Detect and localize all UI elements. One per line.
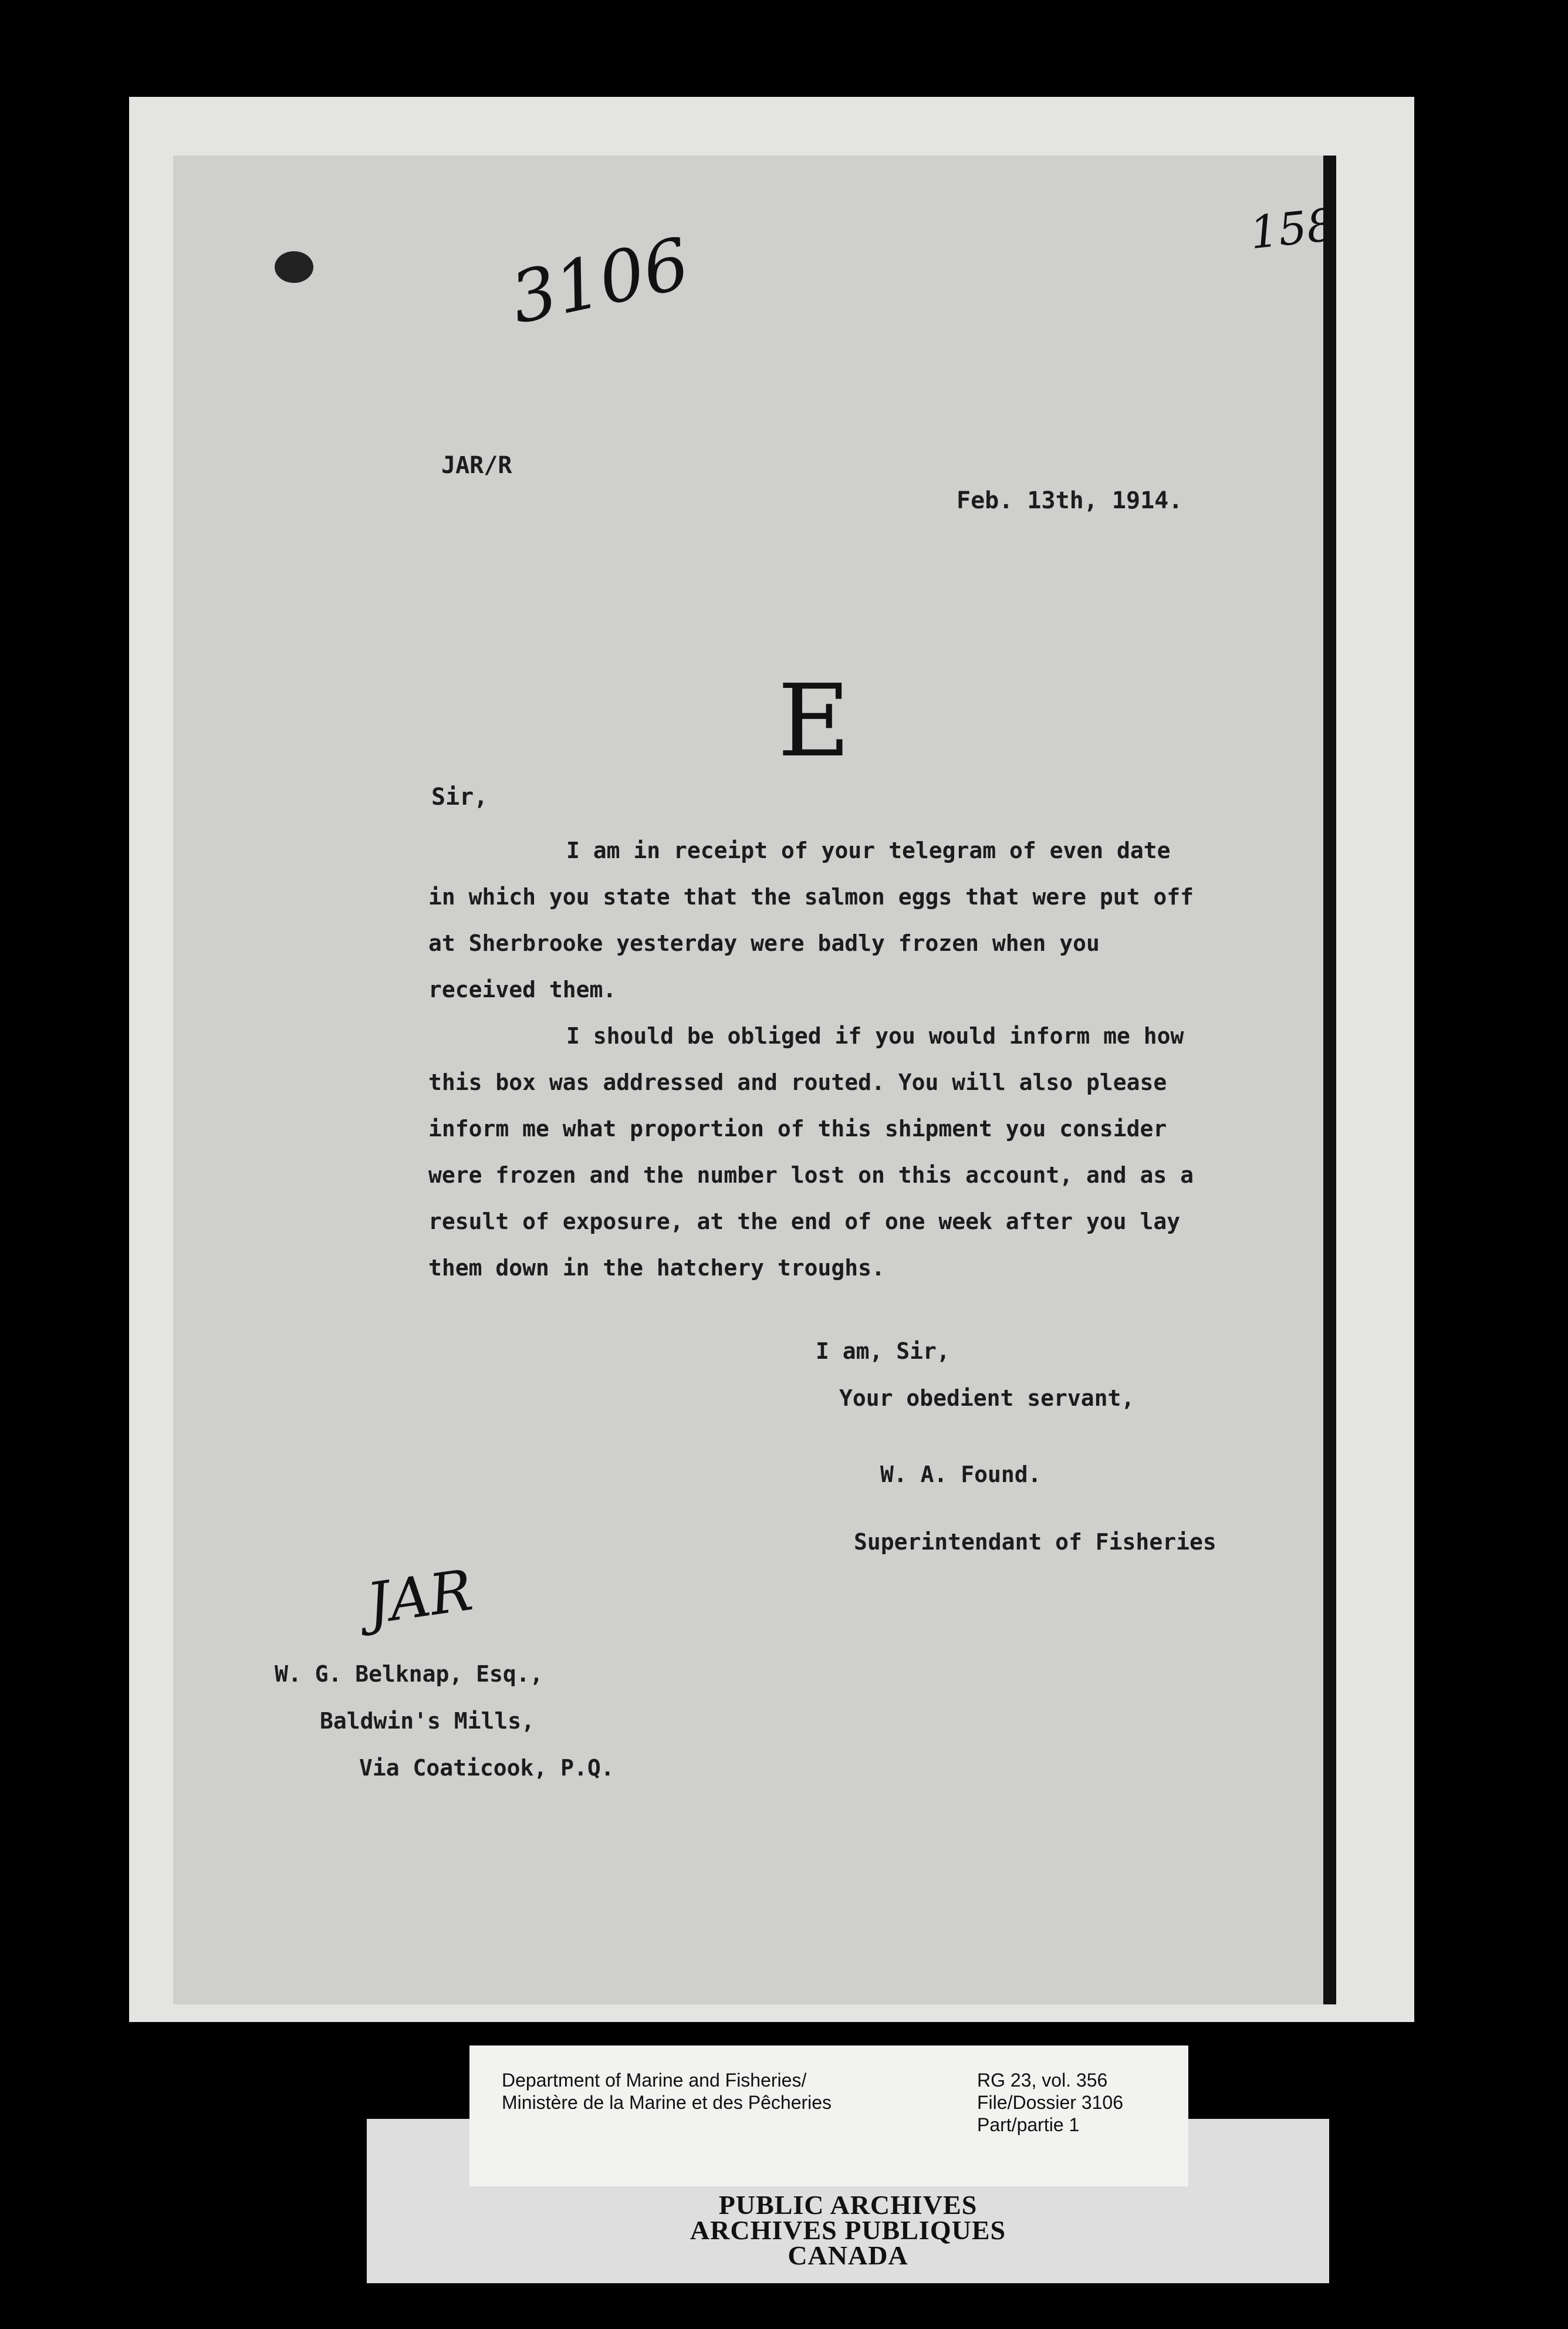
letter-date: Feb. 13th, 1914. bbox=[957, 487, 1183, 514]
handwritten-initials: JAR bbox=[363, 1557, 477, 1637]
signatory-name: W. A. Found. bbox=[880, 1461, 1042, 1487]
paragraph-1: I am in receipt of your telegram of even date in which you state that the salmon eggs that were put off at Sherbrooke yesterday were badly frozen when you received them. bbox=[428, 838, 1194, 1003]
salutation: Sir, bbox=[431, 784, 488, 811]
part-number: Part/partie 1 bbox=[977, 2114, 1080, 2135]
stamp-line-1: PUBLIC ARCHIVES bbox=[718, 2190, 978, 2220]
archive-label bbox=[469, 2046, 1188, 2186]
addressee-name: W. G. Belknap, Esq., bbox=[275, 1661, 543, 1687]
handwritten-page-number: 158 bbox=[1247, 198, 1338, 259]
letter-body bbox=[428, 828, 1203, 1291]
paragraph-2: I should be obliged if you would inform me how this box was addressed and routed. You will also please inform me what proportion of this shipment you consider were frozen and the number lost on this account, and as a result of exposure, at the end of one week after you lay them down in the hatchery troughs. bbox=[428, 1023, 1194, 1281]
file-number: File/Dossier 3106 bbox=[977, 2092, 1123, 2113]
closing: I am, Sir, bbox=[816, 1338, 950, 1364]
addressee-line-2: Via Coaticook, P.Q. bbox=[359, 1755, 614, 1781]
department-block bbox=[502, 2069, 832, 2114]
complimentary-close: Your obedient servant, bbox=[839, 1385, 1135, 1411]
file-reference-block bbox=[977, 2069, 1123, 2136]
archive-stamp-text bbox=[367, 2192, 1329, 2268]
stamp-line-3: CANADA bbox=[788, 2240, 908, 2270]
punch-hole bbox=[275, 251, 313, 283]
handwritten-file-number: 3106 bbox=[503, 222, 697, 340]
record-group: RG 23, vol. 356 bbox=[977, 2070, 1108, 2091]
addressee-line-1: Baldwin's Mills, bbox=[320, 1708, 535, 1734]
signatory-title: Superintendant of Fisheries bbox=[854, 1529, 1216, 1555]
handwritten-mark: E bbox=[778, 663, 851, 779]
reference-code: JAR/R bbox=[441, 452, 512, 479]
department-english: Department of Marine and Fisheries/ bbox=[502, 2070, 807, 2091]
department-french: Ministère de la Marine et des Pêcheries bbox=[502, 2092, 832, 2113]
stamp-line-2: ARCHIVES PUBLIQUES bbox=[690, 2215, 1006, 2245]
